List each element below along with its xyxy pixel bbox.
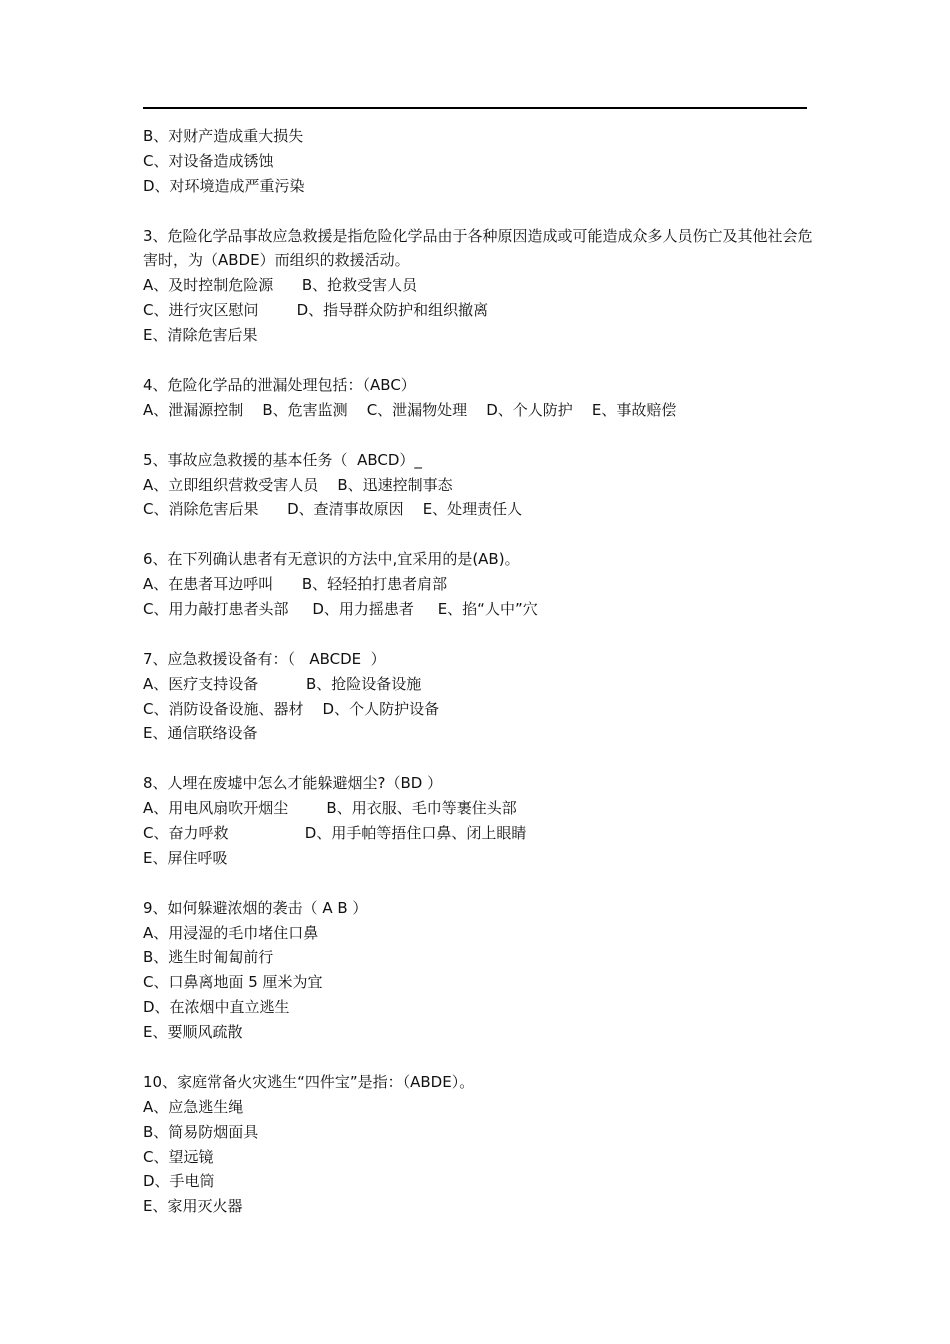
question-stem: 3、危险化学品事故应急救援是指危险化学品由于各种原因造成或可能造成众多人员伤亡及其他社会危害时，为（ABDE）而组织的救援活动。: [143, 226, 813, 270]
option-line: C、望远镜: [143, 1147, 214, 1166]
option-line: B、逃生时匍匐前行: [143, 948, 274, 967]
option-line: E、清除危害后果: [143, 326, 258, 345]
option-line: C、消防设备设施、器材 D、个人防护设备: [143, 699, 440, 718]
question-7: [143, 647, 813, 747]
option-line: A、泄漏源控制 B、危害监测 C、泄漏物处理 D、个人防护 E、事故赔偿: [143, 400, 677, 419]
option-line: D、对环境造成严重污染: [143, 176, 305, 195]
option-line: C、奋力呼救 D、用手帕等捂住口鼻、闭上眼睛: [143, 823, 527, 842]
option-line: A、及时控制危险源 B、抢救受害人员: [143, 276, 418, 295]
header-rule: [143, 107, 807, 109]
question-8: [143, 771, 813, 871]
question-stem: 10、家庭常备火灾逃生“四件宝”是指：（ABDE）。: [143, 1072, 475, 1091]
option-line: C、用力敲打患者头部 D、用力摇患者 E、掐“人中”穴: [143, 599, 538, 618]
question-4: [143, 373, 813, 423]
question-5: [143, 448, 813, 523]
question-2-tail: [143, 124, 813, 199]
option-line: C、口鼻离地面 5 厘米为宜: [143, 973, 323, 992]
question-3: [143, 224, 813, 348]
question-stem: 6、在下列确认患者有无意识的方法中,宜采用的是(AB)。: [143, 550, 520, 569]
question-6: [143, 547, 813, 622]
option-line: E、家用灭火器: [143, 1197, 243, 1216]
question-stem: 9、如何躲避浓烟的袭击（ A B ）: [143, 898, 368, 917]
option-line: E、通信联络设备: [143, 724, 258, 743]
question-stem: 4、危险化学品的泄漏处理包括：（ABC）: [143, 375, 416, 394]
option-line: A、应急逃生绳: [143, 1097, 244, 1116]
question-stem: 7、应急救援设备有：（ ABCDE ）: [143, 649, 386, 668]
question-stem: 5、事故应急救援的基本任务（ ABCD）_: [143, 450, 422, 469]
option-line: E、要顺风疏散: [143, 1023, 243, 1042]
option-line: E、屏住呼吸: [143, 848, 228, 867]
question-list: [143, 124, 813, 1219]
option-line: A、用浸湿的毛巾堵住口鼻: [143, 923, 319, 942]
option-line: A、立即组织营救受害人员 B、迅速控制事态: [143, 475, 453, 494]
option-line: D、在浓烟中直立逃生: [143, 998, 290, 1017]
option-line: C、对设备造成锈蚀: [143, 151, 274, 170]
question-stem: 8、人埋在废墟中怎么才能躲避烟尘?（BD ）: [143, 774, 443, 793]
option-line: B、简易防烟面具: [143, 1122, 259, 1141]
option-line: A、在患者耳边呼叫 B、轻轻拍打患者肩部: [143, 575, 448, 594]
option-line: C、消除危害后果 D、查清事故原因 E、处理责任人: [143, 500, 523, 519]
option-line: A、用电风扇吹开烟尘 B、用衣服、毛巾等裹住头部: [143, 799, 517, 818]
option-line: D、手电筒: [143, 1172, 215, 1191]
option-line: B、对财产造成重大损失: [143, 127, 304, 145]
question-9: [143, 896, 813, 1045]
option-line: A、医疗支持设备 B、抢险设备设施: [143, 674, 422, 693]
question-10: [143, 1070, 813, 1219]
option-line: C、进行灾区慰问 D、指导群众防护和组织撤离: [143, 301, 489, 320]
